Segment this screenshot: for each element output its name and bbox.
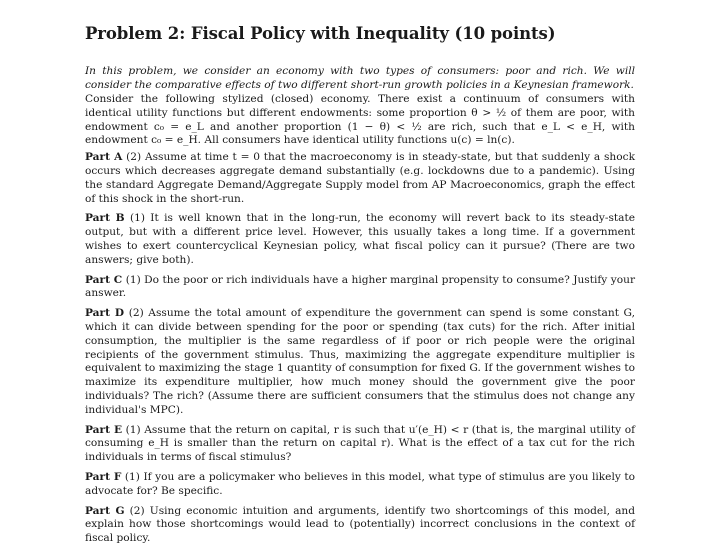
part-b-text: (1) It is well known that in the long-run, the economy will revert back to its steady-state output, but with a different price level. However, this usually takes a long time. If a government wishes to exert countercyclical Keynesian policy, what fiscal policy can it pursue? (There are two answers; give both). bbox=[85, 212, 635, 266]
part-a-label: Part A bbox=[85, 151, 123, 164]
part-c-label: Part C bbox=[85, 273, 123, 286]
part-g-label: Part G bbox=[85, 504, 125, 517]
part-e-label: Part E bbox=[85, 423, 123, 436]
part-a bbox=[85, 151, 635, 206]
part-d-label: Part D bbox=[85, 307, 125, 320]
part-f bbox=[85, 471, 635, 499]
part-f-text: (1) If you are a policymaker who believes in this model, what type of stimulus are you likely to advocate for? Be specific. bbox=[85, 470, 635, 497]
problem-intro: In this problem, we consider an economy with two types of consumers: poor and rich. We will consider the comparative effects of two different short-run growth policies in a Keynesian framework. bbox=[85, 65, 635, 91]
part-c bbox=[85, 274, 635, 302]
part-f-label: Part F bbox=[85, 470, 122, 483]
economy-setup: Consider the following stylized (closed) economy. There exist a continuum of consumers with identical utility functions but different endowments: some proportion θ > ½ of them are poor, with endowment c₀ = e_L and another proportion (1 − θ) < ½ are rich, such that e_L < e_H, with endowment c₀ = e_H. All consumers have identical utility functions u(c) = ln(c). bbox=[85, 93, 635, 147]
part-e bbox=[85, 424, 635, 465]
part-b-label: Part B bbox=[85, 212, 125, 225]
part-c-text: (1) Do the poor or rich individuals have a higher marginal propensity to consume? Justify your answer. bbox=[85, 273, 636, 300]
problem-title: Problem 2: Fiscal Policy with Inequality (10 points) bbox=[85, 24, 556, 43]
part-e-text: (1) Assume that the return on capital, r is such that u′(e_H) < r (that is, the marginal utility of consuming e_H is smaller than the return on capital r). What is the effect of a tax cut for the rich individuals in terms of fiscal stimulus? bbox=[85, 423, 635, 464]
part-d bbox=[85, 307, 635, 417]
part-d-text: (2) Assume the total amount of expenditure the government can spend is some constant G, which it can divide between spending for the poor or spending (tax cuts) for the rich. After initial consumption, the multiplier is the same regardless of if poor or rich people were the original recipients of the government stimulus. Thus, maximizing the aggregate expenditure multiplier is equivalent to maximizing the stage 1 quantity of consumption for fixed G. If the government wishes to maximize its expenditure multiplier, how much money should the government give the poor individuals? The rich? (Assume there are sufficient consumers that the stimulus does not change any individual's MPC). bbox=[85, 307, 635, 416]
part-b bbox=[85, 212, 635, 267]
part-g-text: (2) Using economic intuition and arguments, identify two shortcomings of this model, and explain how those shortcomings would lead to (potentially) incorrect conclusions in the context of fiscal policy. bbox=[85, 504, 635, 545]
part-g bbox=[85, 505, 635, 546]
part-a-text: (2) Assume at time t = 0 that the macroeconomy is in steady-state, but that suddenly a shock occurs which decreases aggregate demand substantially (e.g. lockdowns due to a pandemic). Using the standard Aggregate Demand/Aggregate Supply model from AP Macroeconomics, graph the effect of this shock in the short-run. bbox=[85, 151, 635, 205]
problem-page bbox=[85, 24, 635, 549]
